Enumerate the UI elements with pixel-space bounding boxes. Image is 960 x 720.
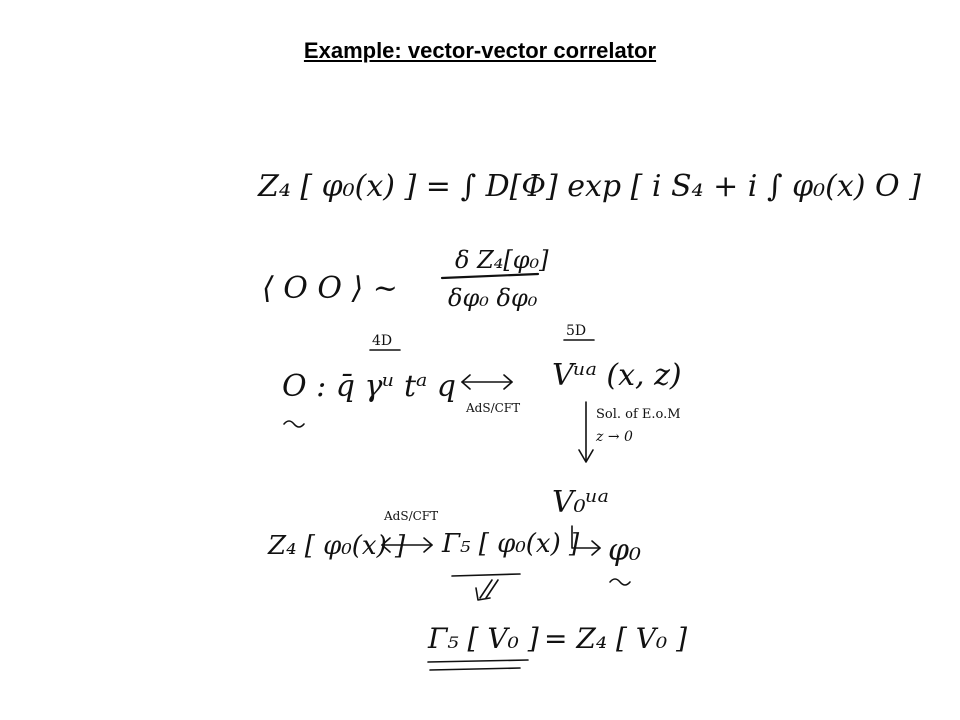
fraction-bar bbox=[442, 274, 538, 278]
correlator-lhs: ⟨ O O ⟩ ~ bbox=[262, 271, 398, 306]
adscft-label-2: AdS/CFT bbox=[384, 509, 439, 523]
final-underline-2 bbox=[430, 668, 520, 670]
label-4d: 4D bbox=[372, 333, 393, 349]
boundary-field: V₀ᵘᵃ bbox=[552, 485, 609, 520]
operator-definition: O : q̄ γᵘ tᵃ q bbox=[282, 369, 457, 404]
final-rhs: = Z₄ [ V₀ ] bbox=[544, 622, 688, 655]
operator-tilde bbox=[284, 421, 304, 427]
solution-note-line1: Sol. of E.o.M bbox=[596, 407, 681, 422]
gamma-functional: Γ₅ [ φ₀(x) ] bbox=[442, 529, 580, 559]
page-title: Example: vector-vector correlator bbox=[303, 38, 657, 63]
solution-note-line2: z → 0 bbox=[596, 429, 633, 445]
source-field: φ₀ bbox=[608, 533, 642, 568]
bulk-field: Vᵘᵃ (x, z) bbox=[552, 358, 682, 393]
adscft-label-1: AdS/CFT bbox=[466, 401, 521, 415]
double-arrow-icon bbox=[462, 375, 512, 389]
z4-functional: Z₄ [ φ₀(x) ] bbox=[268, 531, 406, 561]
implication-bar bbox=[452, 574, 520, 576]
source-field-tilde bbox=[610, 579, 630, 585]
final-lhs: Γ₅ [ V₀ ] bbox=[428, 622, 539, 655]
generating-functional-equation: Z₄ [ φ₀(x) ] = ∫ D[Φ] exp [ i S₄ + i ∫ φ₀(x) O ] bbox=[258, 169, 921, 204]
down-arrow-icon bbox=[579, 402, 593, 462]
final-underline-1 bbox=[428, 660, 528, 662]
correlator-numerator: δ Z₄[φ₀] bbox=[455, 246, 549, 274]
implication-arrow-icon bbox=[476, 580, 498, 600]
label-5d: 5D bbox=[566, 323, 587, 339]
correlator-denominator: δφ₀ δφ₀ bbox=[448, 284, 538, 312]
